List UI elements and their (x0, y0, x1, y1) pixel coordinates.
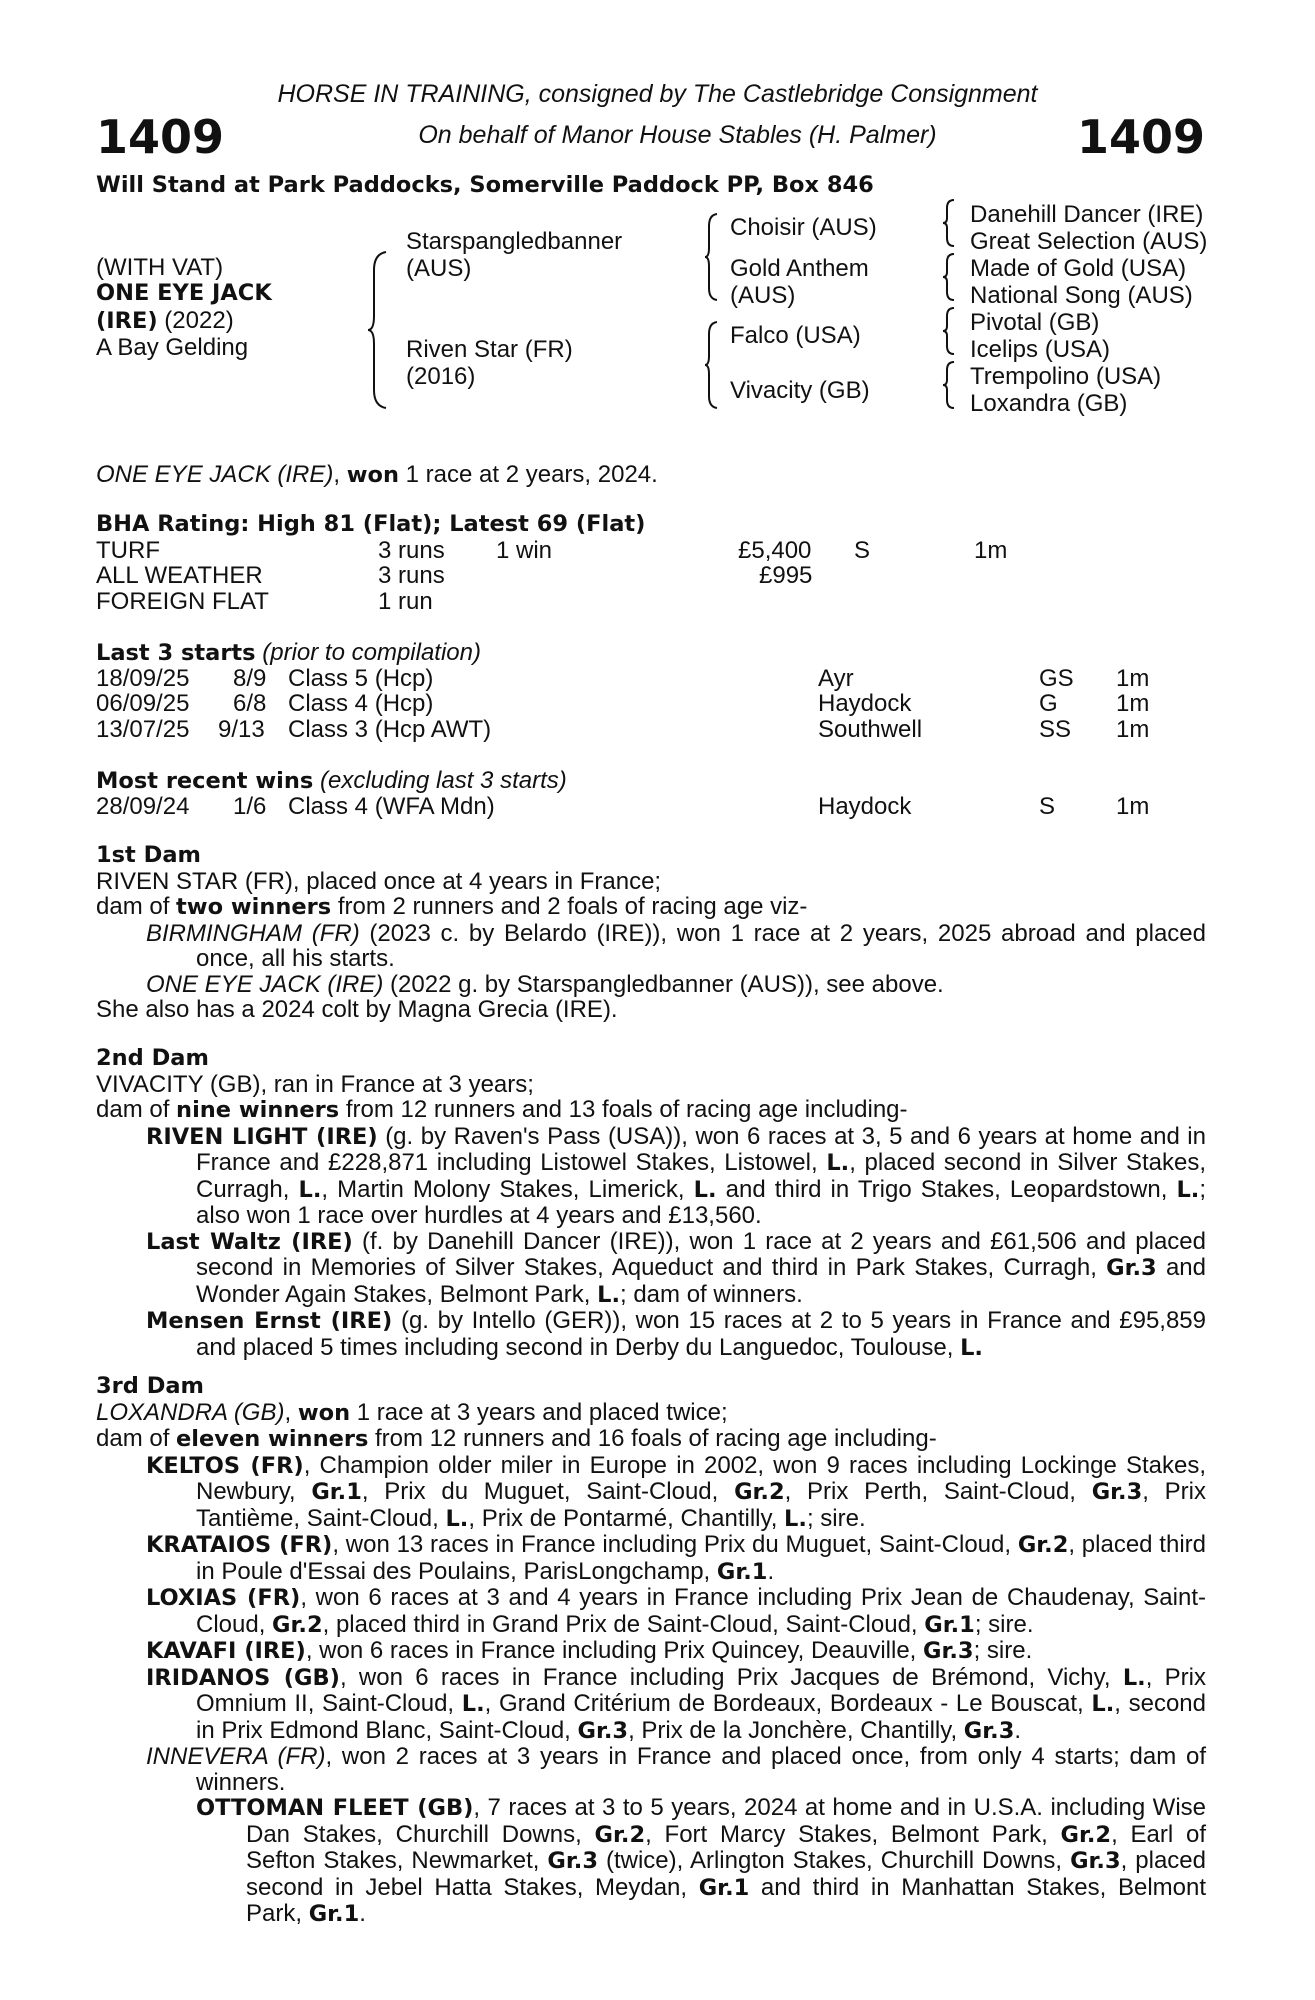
recent-wins-section (96, 768, 1206, 819)
third-dam-section (96, 1374, 1206, 1928)
sire-brace (705, 212, 721, 302)
horse-country: (IRE) (96, 308, 158, 334)
ratings-row (96, 563, 1206, 589)
win-race: Class 4 (WFA Mdn) (288, 792, 495, 820)
dam-name: Riven Star (FR) (406, 336, 573, 363)
second-dam-foal: Last Waltz (IRE) (f. by Danehill Dancer (IRE)), won 1 race at 2 years and £61,506 and placed second in Memories of Silver Stakes, Aqueduct and third in Park Stakes, Curragh, Gr.3 and Wonder Again Stakes, Belmont Park, L.; dam of winners. (146, 1227, 1207, 1308)
first-dam-produce: dam of two winners from 2 runners and 2 foals of racing age viz- (96, 893, 808, 920)
foal-name: KELTOS (FR) (146, 1452, 304, 1479)
first-dam-note: She also has a 2024 colt by Magna Grecia (IRE). (96, 996, 618, 1023)
win-position: 1/6 (233, 792, 267, 820)
third-dam-winners: eleven winners (176, 1426, 369, 1452)
rating-runs: 1 run (378, 587, 433, 615)
start-course: Ayr (818, 664, 854, 692)
sire-dam-country: (AUS) (730, 282, 796, 309)
grandparent-6: Icelips (USA) (970, 336, 1111, 363)
sire-name: Starspangledbanner (406, 228, 623, 255)
ratings-row (96, 538, 1206, 564)
start-position: 9/13 (218, 715, 265, 743)
summary-rest: 1 race at 2 years, 2024. (398, 461, 658, 488)
first-dam-intro: RIVEN STAR (FR), placed once at 4 years in France; (96, 867, 662, 895)
grandparent-3: Made of Gold (USA) (970, 255, 1187, 282)
last-starts-title: Last 3 starts (96, 640, 256, 666)
horse-description: A Bay Gelding (96, 334, 249, 361)
second-dam-winners: nine winners (176, 1097, 340, 1123)
third-dam-foal: KELTOS (FR), Champion older miler in Europe in 2002, won 9 races including Lockinge Stakes, Newbury, Gr.1, Prix du Muguet, Saint-Cloud, Gr.2, Prix Perth, Saint-Cloud, Gr.3, Prix Tantième, Saint-Cloud, L., Prix de Pontarmé, Chantilly, L.; sire. (146, 1451, 1207, 1532)
start-going: GS (1039, 664, 1074, 692)
rating-surface: ALL WEATHER (96, 562, 263, 589)
start-row (96, 691, 1206, 717)
start-course: Haydock (818, 690, 912, 717)
foal-name: OTTOMAN FLEET (GB) (196, 1795, 474, 1821)
g-brace-1 (943, 198, 957, 248)
ratings-row (96, 589, 1206, 615)
vendor-line: On behalf of Manor House Stables (H. Palmer) (418, 121, 937, 149)
last-starts-note: (prior to compilation) (255, 639, 481, 666)
grandparent-8: Loxandra (GB) (970, 390, 1128, 417)
third-dam-intro: LOXANDRA (GB), won 1 race at 3 years and placed twice; (96, 1398, 728, 1426)
win-date: 28/09/24 (96, 792, 190, 820)
grandparent-4: National Song (AUS) (970, 282, 1193, 309)
third-dam-title: 3rd Dam (96, 1373, 204, 1399)
third-dam-foal: KAVAFI (IRE), won 6 races in France including Prix Quincey, Deauville, Gr.3; sire. (146, 1637, 1033, 1664)
rating-distance: 1m (974, 536, 1008, 564)
vat-label: (WITH VAT) (96, 254, 224, 281)
third-dam-foal: INNEVERA (FR), won 2 races at 3 years in France and placed once, from only 4 starts; dam of winners. (146, 1743, 1206, 1796)
start-date: 13/07/25 (96, 715, 190, 743)
horse-name-suffix (96, 308, 234, 335)
grandparent-2: Great Selection (AUS) (970, 228, 1208, 255)
stabling-line: Will Stand at Park Paddocks, Somerville Paddock PP, Box 846 (96, 172, 874, 198)
win-course: Haydock (818, 792, 912, 820)
second-dam-title: 2nd Dam (96, 1045, 209, 1071)
foal-name: BIRMINGHAM (FR) (146, 919, 360, 947)
consignor-line: HORSE IN TRAINING, consigned by The Castlebridge Consignment (277, 80, 1038, 108)
first-dam-foal: BIRMINGHAM (FR) (2023 c. by Belardo (IRE)), won 1 race at 2 years, 2025 abroad and placed once, all his starts. (146, 919, 1206, 972)
dam-year: (2016) (406, 363, 476, 390)
third-dam-produce: dam of eleven winners from 12 runners and 16 foals of racing age including- (96, 1425, 937, 1452)
foal-name: Last Waltz (IRE) (146, 1228, 353, 1255)
start-course: Southwell (818, 715, 923, 743)
horse-name: ONE EYE JACK (96, 280, 272, 306)
g-brace-3 (943, 306, 957, 356)
foal-name: RIVEN LIGHT (IRE) (146, 1123, 378, 1150)
start-race: Class 3 (Hcp AWT) (288, 715, 492, 743)
grandparent-5: Pivotal (GB) (970, 309, 1100, 336)
first-dam-winners: two winners (176, 894, 332, 920)
start-position: 6/8 (233, 690, 267, 717)
summary-comma: , (333, 461, 347, 488)
start-date: 06/09/25 (96, 690, 190, 717)
sire-country: (AUS) (406, 255, 472, 282)
pedigree-main-brace (368, 250, 390, 410)
lot-number-right: 1409 (1076, 110, 1205, 164)
dam-brace (705, 320, 721, 410)
race-summary (96, 462, 658, 489)
start-distance: 1m (1116, 715, 1150, 743)
third-dam-foal: LOXIAS (FR), won 6 races at 3 and 4 years in France including Prix Jean de Chaudenay, Saint-Cloud, Gr.2, placed third in Grand Prix de Saint-Cloud, Saint-Cloud, Gr.1; sire. (146, 1584, 1206, 1638)
start-race: Class 4 (Hcp) (288, 690, 434, 717)
start-going: SS (1039, 715, 1072, 743)
ratings-title: BHA Rating: High 81 (Flat); Latest 69 (Flat) (96, 511, 646, 537)
dam-dam: Vivacity (GB) (730, 377, 870, 404)
rating-runs: 3 runs (378, 536, 445, 564)
foal-name: Mensen Ernst (IRE) (146, 1308, 393, 1334)
foal-name: LOXIAS (FR) (146, 1585, 301, 1611)
g-brace-2 (943, 252, 957, 302)
foal-name: IRIDANOS (GB) (146, 1664, 340, 1691)
rating-going: S (854, 536, 871, 564)
start-row (96, 717, 1206, 743)
grandparent-7: Trempolino (USA) (970, 363, 1162, 390)
g-brace-4 (943, 360, 957, 410)
rating-runs: 3 runs (378, 562, 445, 589)
foal-name: KRATAIOS (FR) (146, 1532, 333, 1558)
lot-number-left: 1409 (96, 110, 225, 164)
first-dam-section (96, 843, 1206, 1023)
start-going: G (1039, 690, 1058, 717)
sire-dam: Gold Anthem (730, 255, 869, 282)
first-dam-foal: ONE EYE JACK (IRE) (2022 g. by Starspangledbanner (AUS)), see above. (146, 970, 944, 998)
summary-won: won (346, 462, 399, 488)
dam-sire: Falco (USA) (730, 322, 861, 349)
third-dam-foal: KRATAIOS (FR), won 13 races in France including Prix du Muguet, Saint-Cloud, Gr.2, placed third in Poule d'Essai des Poulains, ParisLongchamp, Gr.1. (146, 1531, 1206, 1585)
start-row (96, 666, 1206, 692)
sire-sire: Choisir (AUS) (730, 214, 877, 241)
horse-year: (2022) (157, 307, 234, 334)
recent-wins-note: (excluding last 3 starts) (313, 767, 567, 794)
start-date: 18/09/25 (96, 664, 190, 692)
start-distance: 1m (1116, 690, 1150, 717)
first-dam-title: 1st Dam (96, 842, 201, 868)
win-going: S (1039, 792, 1056, 820)
win-distance: 1m (1116, 792, 1150, 820)
foal-name: KAVAFI (IRE) (146, 1638, 306, 1664)
recent-wins-heading (96, 768, 1206, 794)
start-position: 8/9 (233, 664, 267, 692)
rating-surface: FOREIGN FLAT (96, 587, 269, 615)
grandparent-1: Danehill Dancer (IRE) (970, 201, 1204, 228)
third-dam-grandfoal: OTTOMAN FLEET (GB), 7 races at 3 to 5 years, 2024 at home and in U.S.A. including Wise Dan Stakes, Churchill Downs, Gr.2, Fort Marcy Stakes, Belmont Park, Gr.2, Earl of Sefton Stakes, Newmarket, Gr.3 (twice), Arlington Stakes, Churchill Downs, Gr.3, placed second in Jebel Hatta Stakes, Meydan, Gr.1 and third in Manhattan Stakes, Belmont Park, Gr.1. (196, 1794, 1207, 1927)
third-dam-foal: IRIDANOS (GB), won 6 races in France including Prix Jacques de Brémond, Vichy, L., Prix Omnium II, Saint-Cloud, L., Grand Critérium de Bordeaux, Bordeaux - Le Bouscat, L., second in Prix Edmond Blanc, Saint-Cloud, Gr.3, Prix de la Jonchère, Chantilly, Gr.3. (146, 1663, 1207, 1744)
ratings-section (96, 512, 1206, 614)
start-race: Class 5 (Hcp) (288, 664, 434, 692)
win-row (96, 794, 1206, 820)
last-starts-section (96, 640, 1206, 742)
second-dam-foal: RIVEN LIGHT (IRE) (g. by Raven's Pass (USA)), won 6 races at 3, 5 and 6 years at home and in France and £228,871 including Listowel Stakes, Listowel, L., placed second in Silver Stakes, Curragh, L., Martin Molony Stakes, Limerick, L. and third in Trigo Stakes, Leopardstown, L.; also won 1 race over hurdles at 4 years and £13,560. (146, 1122, 1207, 1229)
foal-name: INNEVERA (FR) (146, 1743, 326, 1770)
summary-horse-name: ONE EYE JACK (IRE) (96, 461, 334, 488)
second-dam-produce: dam of nine winners from 12 runners and 13 foals of racing age including- (96, 1096, 908, 1123)
rating-prize: £995 (759, 562, 813, 589)
second-dam-foal: Mensen Ernst (IRE) (g. by Intello (GER)), won 15 races at 2 to 5 years in France and £95,859 and placed 5 times including second in Derby du Languedoc, Toulouse, L. (146, 1307, 1207, 1361)
recent-wins-title: Most recent wins (96, 768, 314, 794)
start-distance: 1m (1116, 664, 1150, 692)
second-dam-section (96, 1046, 1206, 1361)
rating-surface: TURF (96, 536, 160, 564)
last-starts-heading (96, 640, 1206, 666)
rating-prize: £5,400 (738, 536, 812, 564)
second-dam-intro: VIVACITY (GB), ran in France at 3 years; (96, 1070, 534, 1098)
rating-wins: 1 win (496, 536, 553, 564)
foal-name: ONE EYE JACK (IRE) (146, 970, 384, 998)
